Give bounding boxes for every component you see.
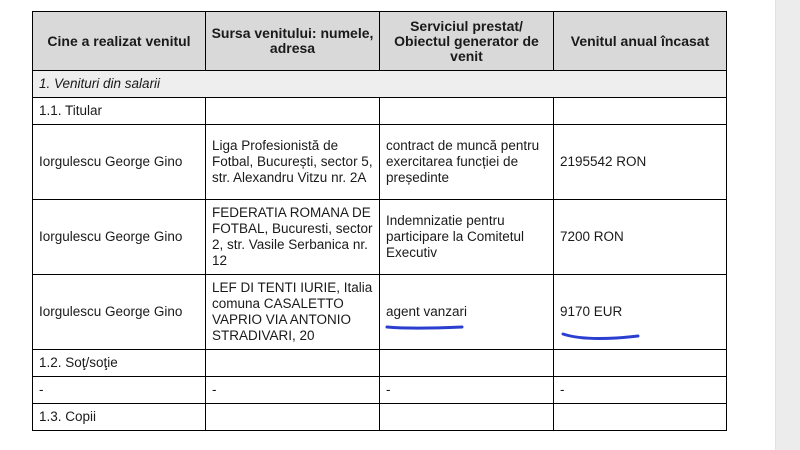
empty-cell — [380, 98, 554, 125]
table-row — [33, 275, 727, 350]
subsection-row-spouse — [33, 350, 727, 377]
header-who: Cine a realizat venitul — [33, 12, 206, 71]
header-source: Sursa venitului: numele, adresa — [206, 12, 380, 71]
header-income: Venitul anual încasat — [554, 12, 727, 71]
dash-row — [33, 377, 727, 404]
subsection-label: 1.2. Soţ/soţie — [33, 350, 206, 377]
source-cell: FEDERATIA ROMANA DE FOTBAL, Bucuresti, sector 2, str. Vasile Serbanica nr. 12 — [206, 200, 380, 275]
income-cell: 2195542 RON — [554, 125, 727, 200]
empty-cell — [554, 350, 727, 377]
dash-cell: - — [380, 377, 554, 404]
section-row — [33, 71, 727, 98]
table-row — [33, 200, 727, 275]
who-cell: Iorgulescu George Gino — [33, 125, 206, 200]
scrollbar-area[interactable] — [775, 0, 800, 450]
who-cell: Iorgulescu George Gino — [33, 200, 206, 275]
empty-cell — [206, 350, 380, 377]
income-cell: 9170 EUR — [554, 275, 727, 350]
empty-cell — [206, 404, 380, 431]
empty-cell — [554, 404, 727, 431]
income-table — [32, 11, 727, 431]
subsection-row-children — [33, 404, 727, 431]
section-title: 1. Venituri din salarii — [33, 71, 727, 98]
table-row — [33, 125, 727, 200]
empty-cell — [380, 350, 554, 377]
dash-cell: - — [33, 377, 206, 404]
service-cell: Indemnizatie pentru participare la Comitetul Executiv — [380, 200, 554, 275]
subsection-label: 1.1. Titular — [33, 98, 206, 125]
service-cell: agent vanzari — [380, 275, 554, 350]
header-service: Serviciul prestat/ Obiectul generator de venit — [380, 12, 554, 71]
empty-cell — [380, 404, 554, 431]
income-cell: 7200 RON — [554, 200, 727, 275]
dash-cell: - — [206, 377, 380, 404]
dash-cell: - — [554, 377, 727, 404]
service-cell: contract de muncă pentru exercitarea funcției de președinte — [380, 125, 554, 200]
source-cell: LEF DI TENTI IURIE, Italia comuna CASALETTO VAPRIO VIA ANTONIO STRADIVARI, 20 — [206, 275, 380, 350]
empty-cell — [554, 98, 727, 125]
header-row — [33, 12, 727, 71]
empty-cell — [206, 98, 380, 125]
source-cell: Liga Profesionistă de Fotbal, București, sector 5, str. Alexandru Vitzu nr. 2A — [206, 125, 380, 200]
who-cell: Iorgulescu George Gino — [33, 275, 206, 350]
subsection-row-titular — [33, 98, 727, 125]
subsection-label: 1.3. Copii — [33, 404, 206, 431]
